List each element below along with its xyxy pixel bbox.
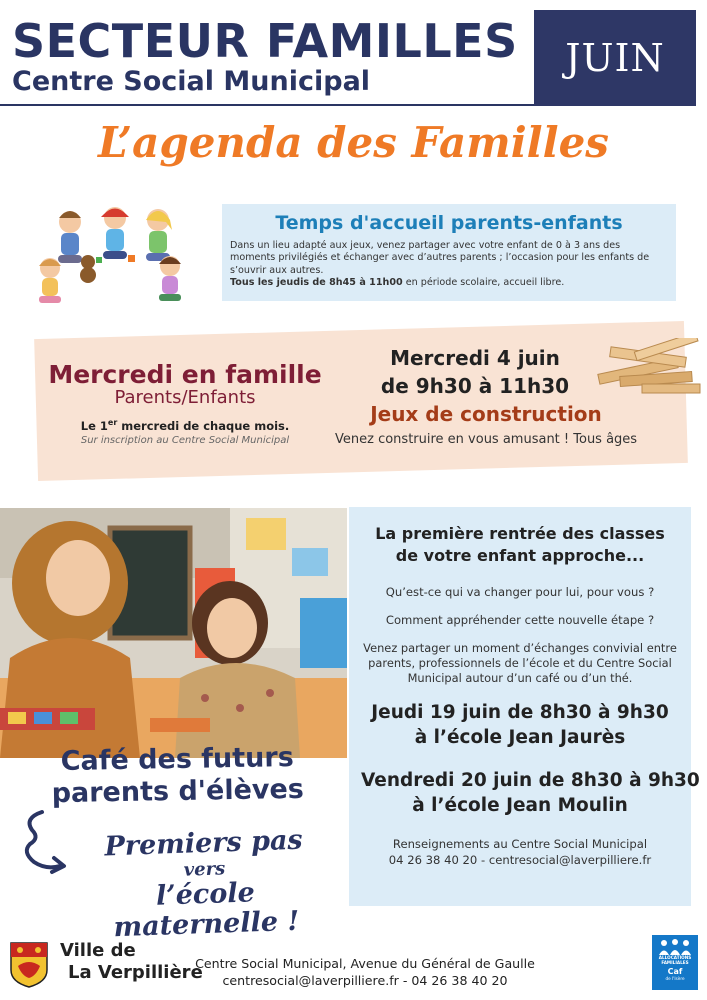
accueil-body (230, 240, 668, 290)
mercredi-activity: Jeux de construction (370, 402, 602, 426)
cafe-body: Venez partager un moment d’échanges convivial entre parents, professionnels de l’école et du Centre Social Municipal autour d’un café ou d’un thé. (363, 641, 677, 685)
accueil-schedule-note: en période scolaire, accueil libre. (402, 277, 565, 289)
cafe-title (9, 741, 345, 811)
cafe-session-2 (361, 768, 700, 818)
accueil-title: Temps d'accueil parents-enfants (275, 212, 623, 234)
session-2-place: à l’école Jean Moulin (412, 795, 628, 816)
accueil-schedule: Tous les jeudis de 8h45 à 11h00 (230, 277, 403, 289)
caf-tagline: ALLOCATIONS FAMILIALES (658, 955, 692, 965)
mercredi-right (335, 344, 638, 447)
premiers-pas-line2: vers (183, 858, 226, 881)
header-subtitle: Centre Social Municipal (12, 66, 371, 97)
wooden-planks-image (590, 338, 705, 400)
frequency-prefix: Le 1 (80, 418, 108, 433)
cafe-session-1 (361, 700, 679, 750)
mother-child-photo (0, 508, 347, 758)
child-figure (58, 211, 82, 263)
town-crest-logo (10, 942, 48, 988)
mercredi-invite: Venez construire en vous amusant ! Tous âges (335, 432, 638, 447)
mercredi-date: Mercredi 4 juin (390, 346, 560, 370)
mercredi-inscription: Sur inscription au Centre Social Municipal (80, 434, 290, 446)
accueil-description: Dans un lieu adapté aux jeux, venez partager avec votre enfant de 0 à 3 ans des moments privilégiés et échanger avec d’autres parents ; l’occasion pour les enfants de s’ouvrir aux autres. (230, 240, 650, 276)
cafe-contact (361, 836, 679, 868)
premiers-pas-title (68, 823, 342, 944)
children-playing-illustration (30, 200, 205, 310)
session-1-date: Jeudi 19 juin de 8h30 à 9h30 (371, 702, 669, 723)
caf-name: Caf (667, 967, 683, 976)
session-1-place: à l’école Jean Jaurès (414, 727, 626, 748)
cafe-question-2: Comment appréhender cette nouvelle étape ? (385, 613, 655, 627)
footer-contact (190, 955, 540, 989)
caf-logo (652, 935, 698, 990)
mercredi-left (40, 360, 330, 446)
header-divider (0, 104, 534, 106)
footer-email-phone: centresocial@laverpilliere.fr - 04 26 38 40 20 (222, 973, 508, 988)
cafe-box-title-line1: La première rentrée des classes (375, 524, 665, 543)
premiers-pas-line1: Premiers pas (104, 824, 304, 863)
mercredi-time: de 9h30 à 11h30 (380, 374, 570, 398)
cafe-title-line1: Café des futurs (60, 741, 295, 778)
cafe-contact-line2: 04 26 38 40 20 - centresocial@laverpilliere.fr (388, 853, 652, 867)
caf-region: de l'Isère (665, 976, 685, 981)
caf-figures-icon (652, 937, 698, 957)
cafe-box-title (361, 523, 679, 567)
cafe-question-1: Qu’est-ce qui va changer pour lui, pour vous ? (385, 585, 655, 599)
child-figure (146, 209, 172, 261)
frequency-suffix: mercredi de chaque mois. (117, 418, 290, 433)
child-figure (159, 256, 181, 301)
mercredi-title: Mercredi en famille (48, 360, 322, 389)
child-figure (39, 258, 61, 303)
teddy-bear (80, 255, 96, 283)
town-name-line1: Ville de (60, 940, 136, 961)
accueil-box (222, 204, 676, 301)
footer-address: Centre Social Municipal, Avenue du Général de Gaulle (195, 956, 535, 971)
town-name-line2: La Verpillière (68, 962, 203, 983)
mercredi-frequency (40, 418, 330, 433)
cafe-box-title-line2: de votre enfant approche... (395, 546, 645, 565)
cafe-title-line2: parents d'élèves (51, 773, 305, 810)
month-badge (534, 10, 696, 106)
frequency-ordinal: er (107, 418, 118, 427)
cafe-contact-line1: Renseignements au Centre Social Municipal (392, 837, 648, 851)
header-title: SECTEUR FAMILLES (12, 14, 518, 68)
cafe-info-box (349, 507, 700, 906)
session-2-date: Vendredi 20 juin de 8h30 à 9h30 (361, 770, 700, 791)
mercredi-subtitle: Parents/Enfants (114, 387, 256, 408)
premiers-pas-line3: l’école maternelle ! (113, 877, 300, 944)
child-figure (96, 207, 135, 263)
agenda-title: L’agenda des Familles (98, 118, 609, 167)
month-label: JUIN (565, 36, 665, 80)
